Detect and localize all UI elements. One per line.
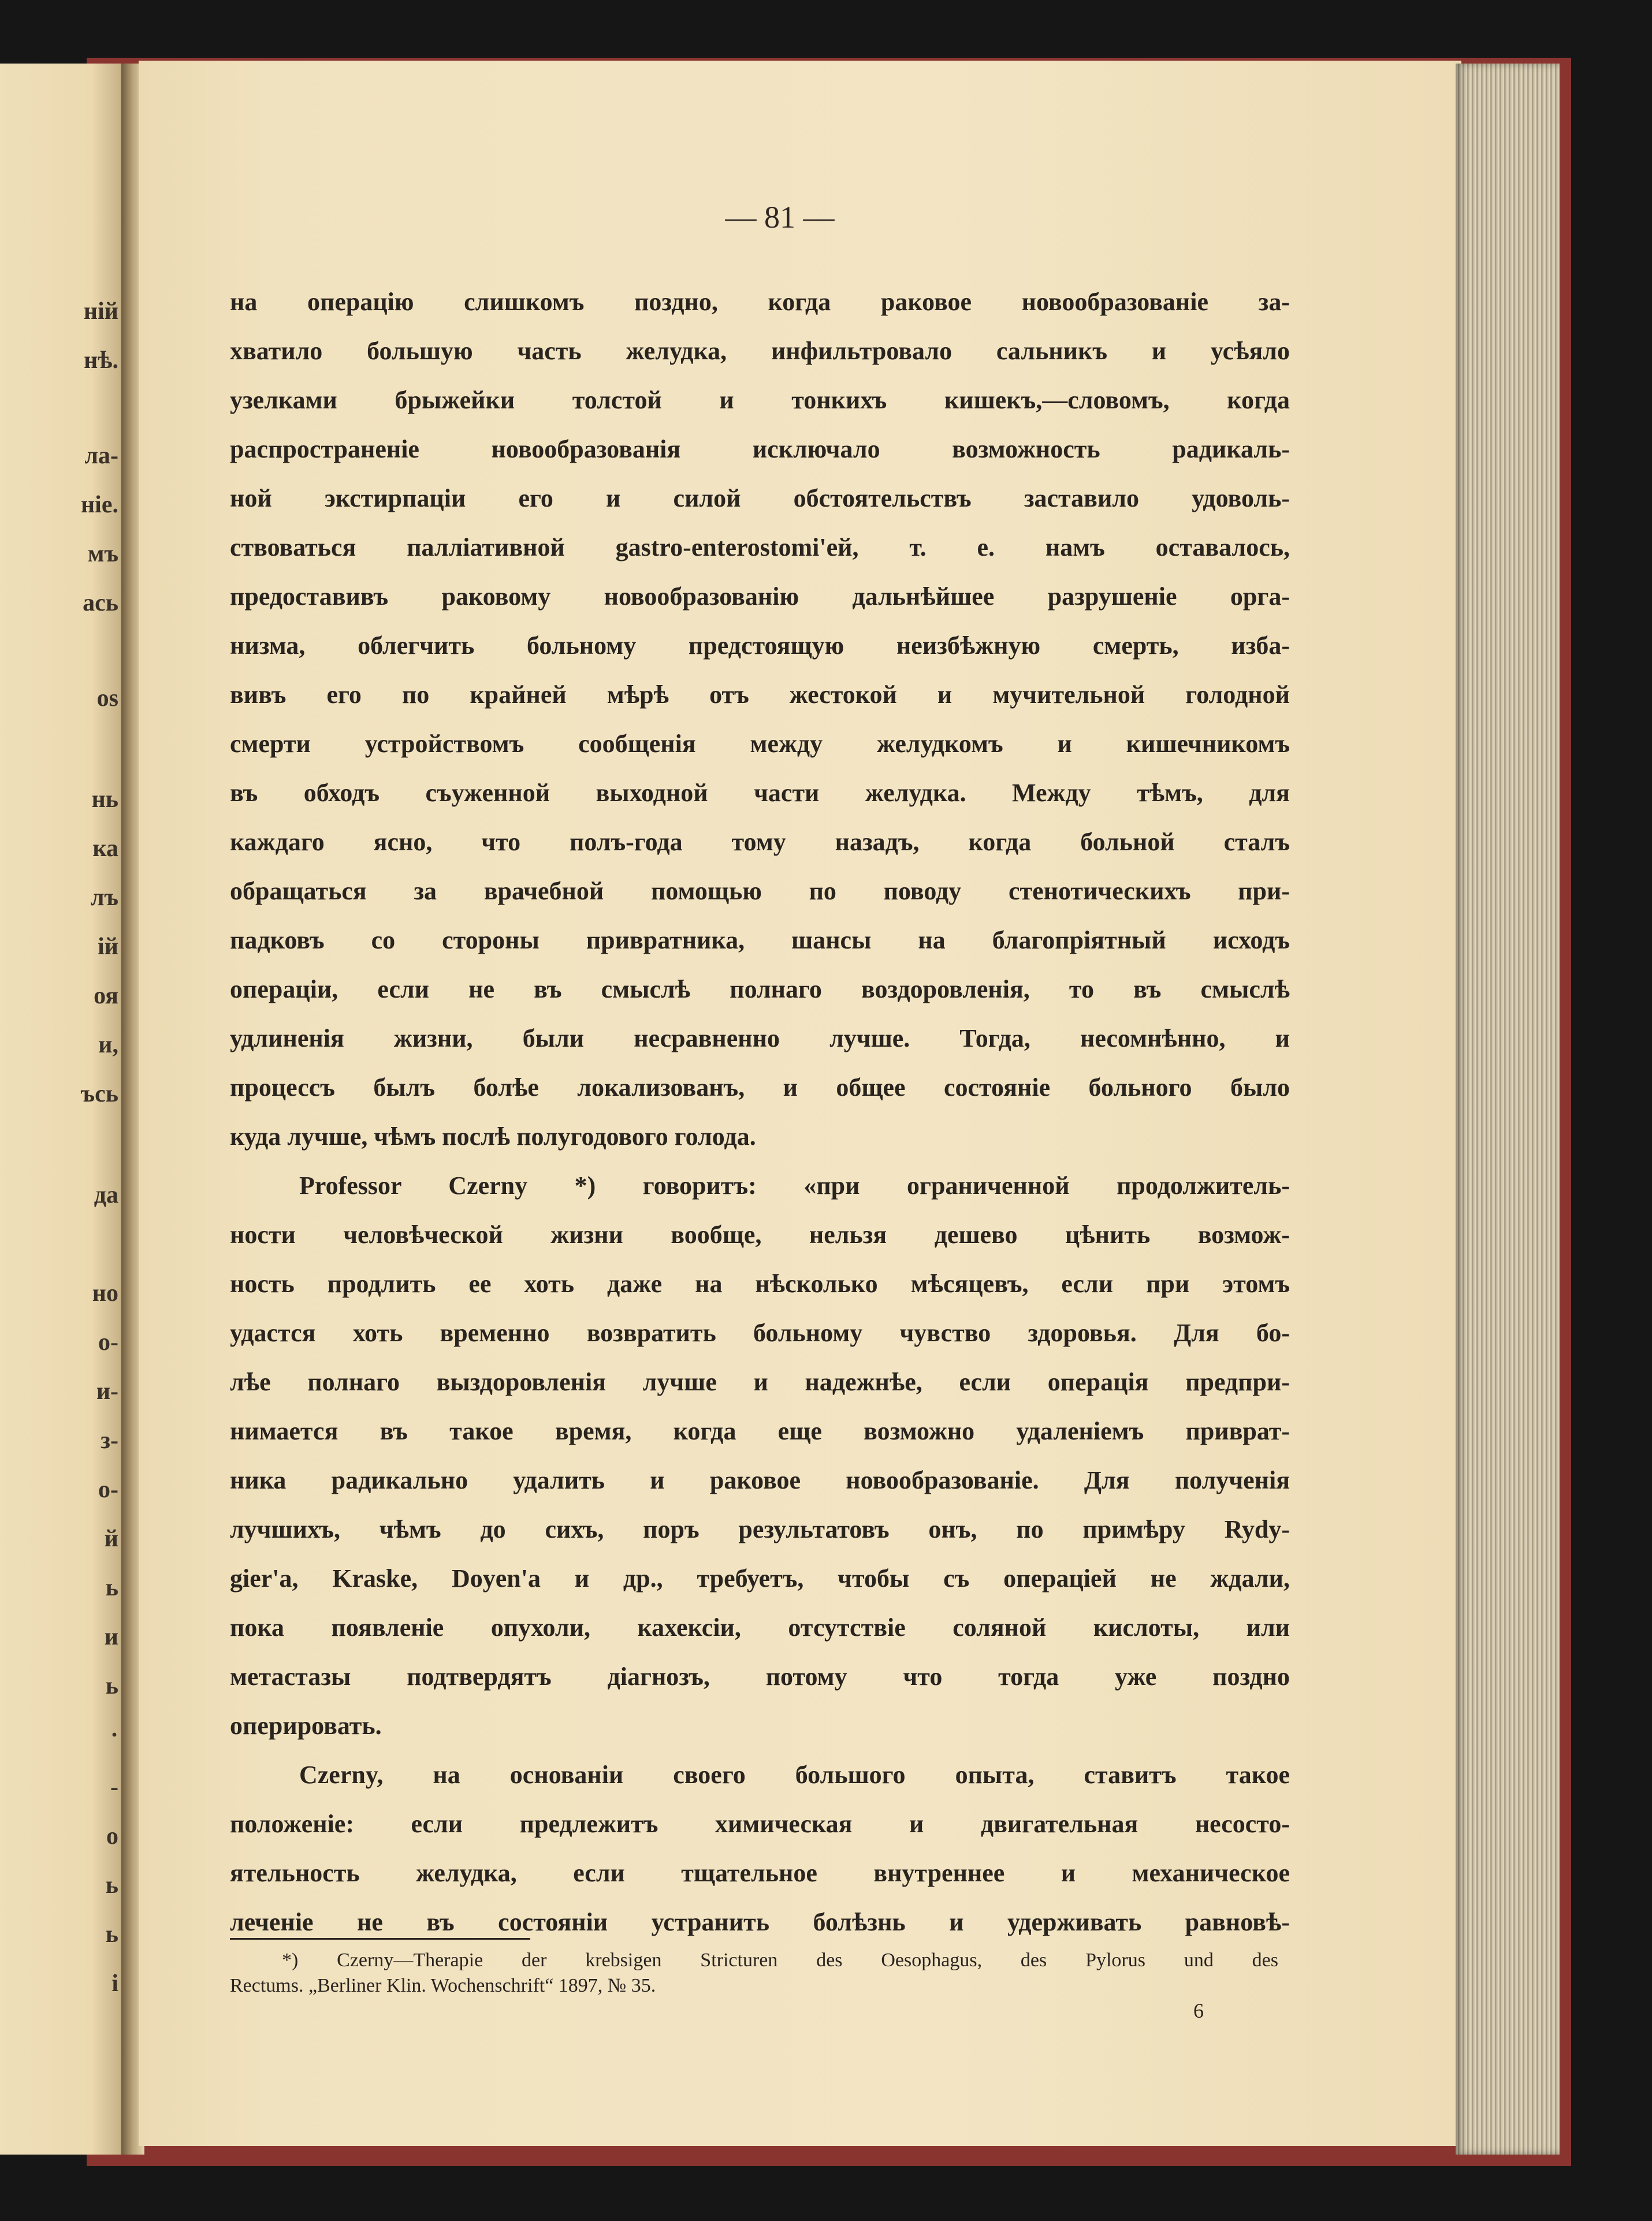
text-line: падковъ со стороны привратника, шансы на благопріятный исходъ: [230, 926, 1290, 954]
left-fragment: ка: [92, 835, 118, 862]
text-line: gier'a, Kraske, Doyen'a и др., требуетъ, чтобы съ операціей не ждали,: [230, 1564, 1290, 1593]
page-number: — 81 —: [725, 200, 835, 235]
left-page-text-fragments: [0, 64, 130, 2155]
left-fragment: о-: [98, 1329, 118, 1356]
text-line: Professor Czerny *) говоритъ: «при ограниченной продолжитель-: [299, 1171, 1290, 1200]
left-fragment: -: [110, 1774, 118, 1800]
left-fragment: да: [94, 1182, 118, 1208]
text-line: на операцію слишкомъ поздно, когда раковое новообразованіе за-: [230, 288, 1290, 316]
text-line: нимается въ такое время, когда еще возможно удаленіемъ приврат-: [230, 1417, 1290, 1445]
text-line: низма, облегчить больному предстоящую неизбѣжную смерть, изба-: [230, 631, 1290, 660]
left-fragment: ій: [98, 933, 118, 960]
left-fragment: и-: [96, 1378, 118, 1405]
text-line: ной экстирпаціи его и силой обстоятельствъ заставило удоволь-: [230, 484, 1290, 512]
left-fragment: і: [111, 1970, 118, 1997]
footnote-rule: [230, 1938, 530, 1940]
left-fragment: ь: [105, 1575, 118, 1601]
left-fragment: лъ: [90, 884, 118, 911]
left-fragment: нь: [91, 786, 118, 813]
text-line: лѣе полнаго выздоровленія лучше и надежнѣе, если операція предпри-: [230, 1368, 1290, 1396]
left-fragment: os: [96, 685, 118, 712]
left-fragment: ь: [105, 1921, 118, 1948]
footnote-line: Rectums. „Berliner Klin. Wochenschrift“ 1897, № 35.: [230, 1975, 656, 1996]
text-line: операціи, если не въ смыслѣ полнаго воздоровленія, то въ смыслѣ: [230, 975, 1290, 1003]
left-fragment: з-: [101, 1427, 118, 1454]
left-fragment: и: [104, 1624, 118, 1650]
text-line: ятельность желудка, если тщательное внутреннее и механическое: [230, 1859, 1290, 1887]
left-fragment: ь: [105, 1872, 118, 1899]
text-line: удастся хоть временно возвратить больному чувство здоровья. Для бо-: [230, 1319, 1290, 1347]
text-line: обращаться за врачебной помощью по поводу стенотическихъ при-: [230, 877, 1290, 905]
text-line: пока появленіе опухоли, кахексіи, отсутствіе соляной кислоты, или: [230, 1613, 1290, 1642]
body-text: [230, 277, 1290, 1947]
left-fragment: нѣ.: [84, 347, 118, 374]
left-fragment: и,: [98, 1032, 118, 1058]
left-fragment: ній: [83, 298, 118, 325]
page-edges: [1456, 64, 1560, 2155]
text-line: ника радикально удалить и раковое новообразованіе. Для полученія: [230, 1466, 1290, 1494]
left-fragment: й: [104, 1526, 118, 1552]
footnote-line: *) Czerny—Therapie der krebsigen Stricturen des Oesophagus, des Pylorus und des: [282, 1950, 1278, 1971]
text-line: положеніе: если предлежитъ химическая и двигательная несосто-: [230, 1810, 1290, 1838]
text-line: ности человѣческой жизни вообще, нельзя дешево цѣнить возмож-: [230, 1221, 1290, 1249]
left-fragment: но: [92, 1280, 118, 1307]
text-line: каждаго ясно, что полъ-года тому назадъ, когда больной сталъ: [230, 828, 1290, 856]
text-line: Czerny, на основаніи своего большого опыта, ставитъ такое: [299, 1761, 1290, 1789]
text-line: ствоваться палліативной gastro-enterostomi'ей, т. е. намъ оставалось,: [230, 533, 1290, 561]
text-line: смерти устройствомъ сообщенія между желудкомъ и кишечникомъ: [230, 730, 1290, 758]
text-line: процессъ былъ болѣе локализованъ, и общее состояніе больного было: [230, 1073, 1290, 1102]
text-line: метастазы подтвердятъ діагнозъ, потому что тогда уже поздно: [230, 1662, 1290, 1691]
left-fragment: ла-: [84, 442, 118, 469]
text-line: въ обходъ съуженной выходной части желудка. Между тѣмъ, для: [230, 779, 1290, 807]
signature-mark: 6: [1193, 1999, 1204, 2022]
footnote: [230, 1948, 1278, 1999]
left-fragment: ась: [83, 590, 118, 616]
text-line: удлиненія жизни, были несравненно лучше. Тогда, несомнѣнно, и: [230, 1024, 1290, 1052]
left-fragment: ·: [110, 1722, 118, 1748]
text-line: узелками брыжейки толстой и тонкихъ кишекъ,—словомъ, когда: [230, 386, 1290, 414]
text-line: ность продлить ее хоть даже на нѣсколько мѣсяцевъ, если при этомъ: [230, 1270, 1290, 1298]
left-fragment: о: [106, 1823, 118, 1850]
left-fragment: ъсь: [80, 1081, 118, 1107]
text-line: предоставивъ раковому новообразованію дальнѣйшее разрушеніе орга-: [230, 582, 1290, 611]
left-fragment: ь: [105, 1673, 118, 1699]
text-line: вивъ его по крайней мѣрѣ отъ жестокой и мучительной голодной: [230, 680, 1290, 709]
left-fragment: мъ: [87, 541, 118, 567]
text-line: леченіе не въ состояніи устранить болѣзнь и удерживать равновѣ-: [230, 1908, 1290, 1936]
left-fragment: ніе.: [80, 492, 118, 518]
text-line: распространеніе новообразованія исключало возможность радикаль-: [230, 435, 1290, 463]
left-fragment: оя: [94, 983, 118, 1009]
left-page: [0, 64, 130, 2155]
text-line: куда лучше, чѣмъ послѣ полугодового голода.: [230, 1122, 756, 1151]
text-line: лучшихъ, чѣмъ до сихъ, поръ результатовъ онъ, по примѣру Rydy-: [230, 1515, 1290, 1543]
text-line: оперировать.: [230, 1712, 382, 1740]
left-fragment: о-: [98, 1476, 118, 1503]
text-line: хватило большую часть желудка, инфильтровало сальникъ и усѣяло: [230, 337, 1290, 365]
